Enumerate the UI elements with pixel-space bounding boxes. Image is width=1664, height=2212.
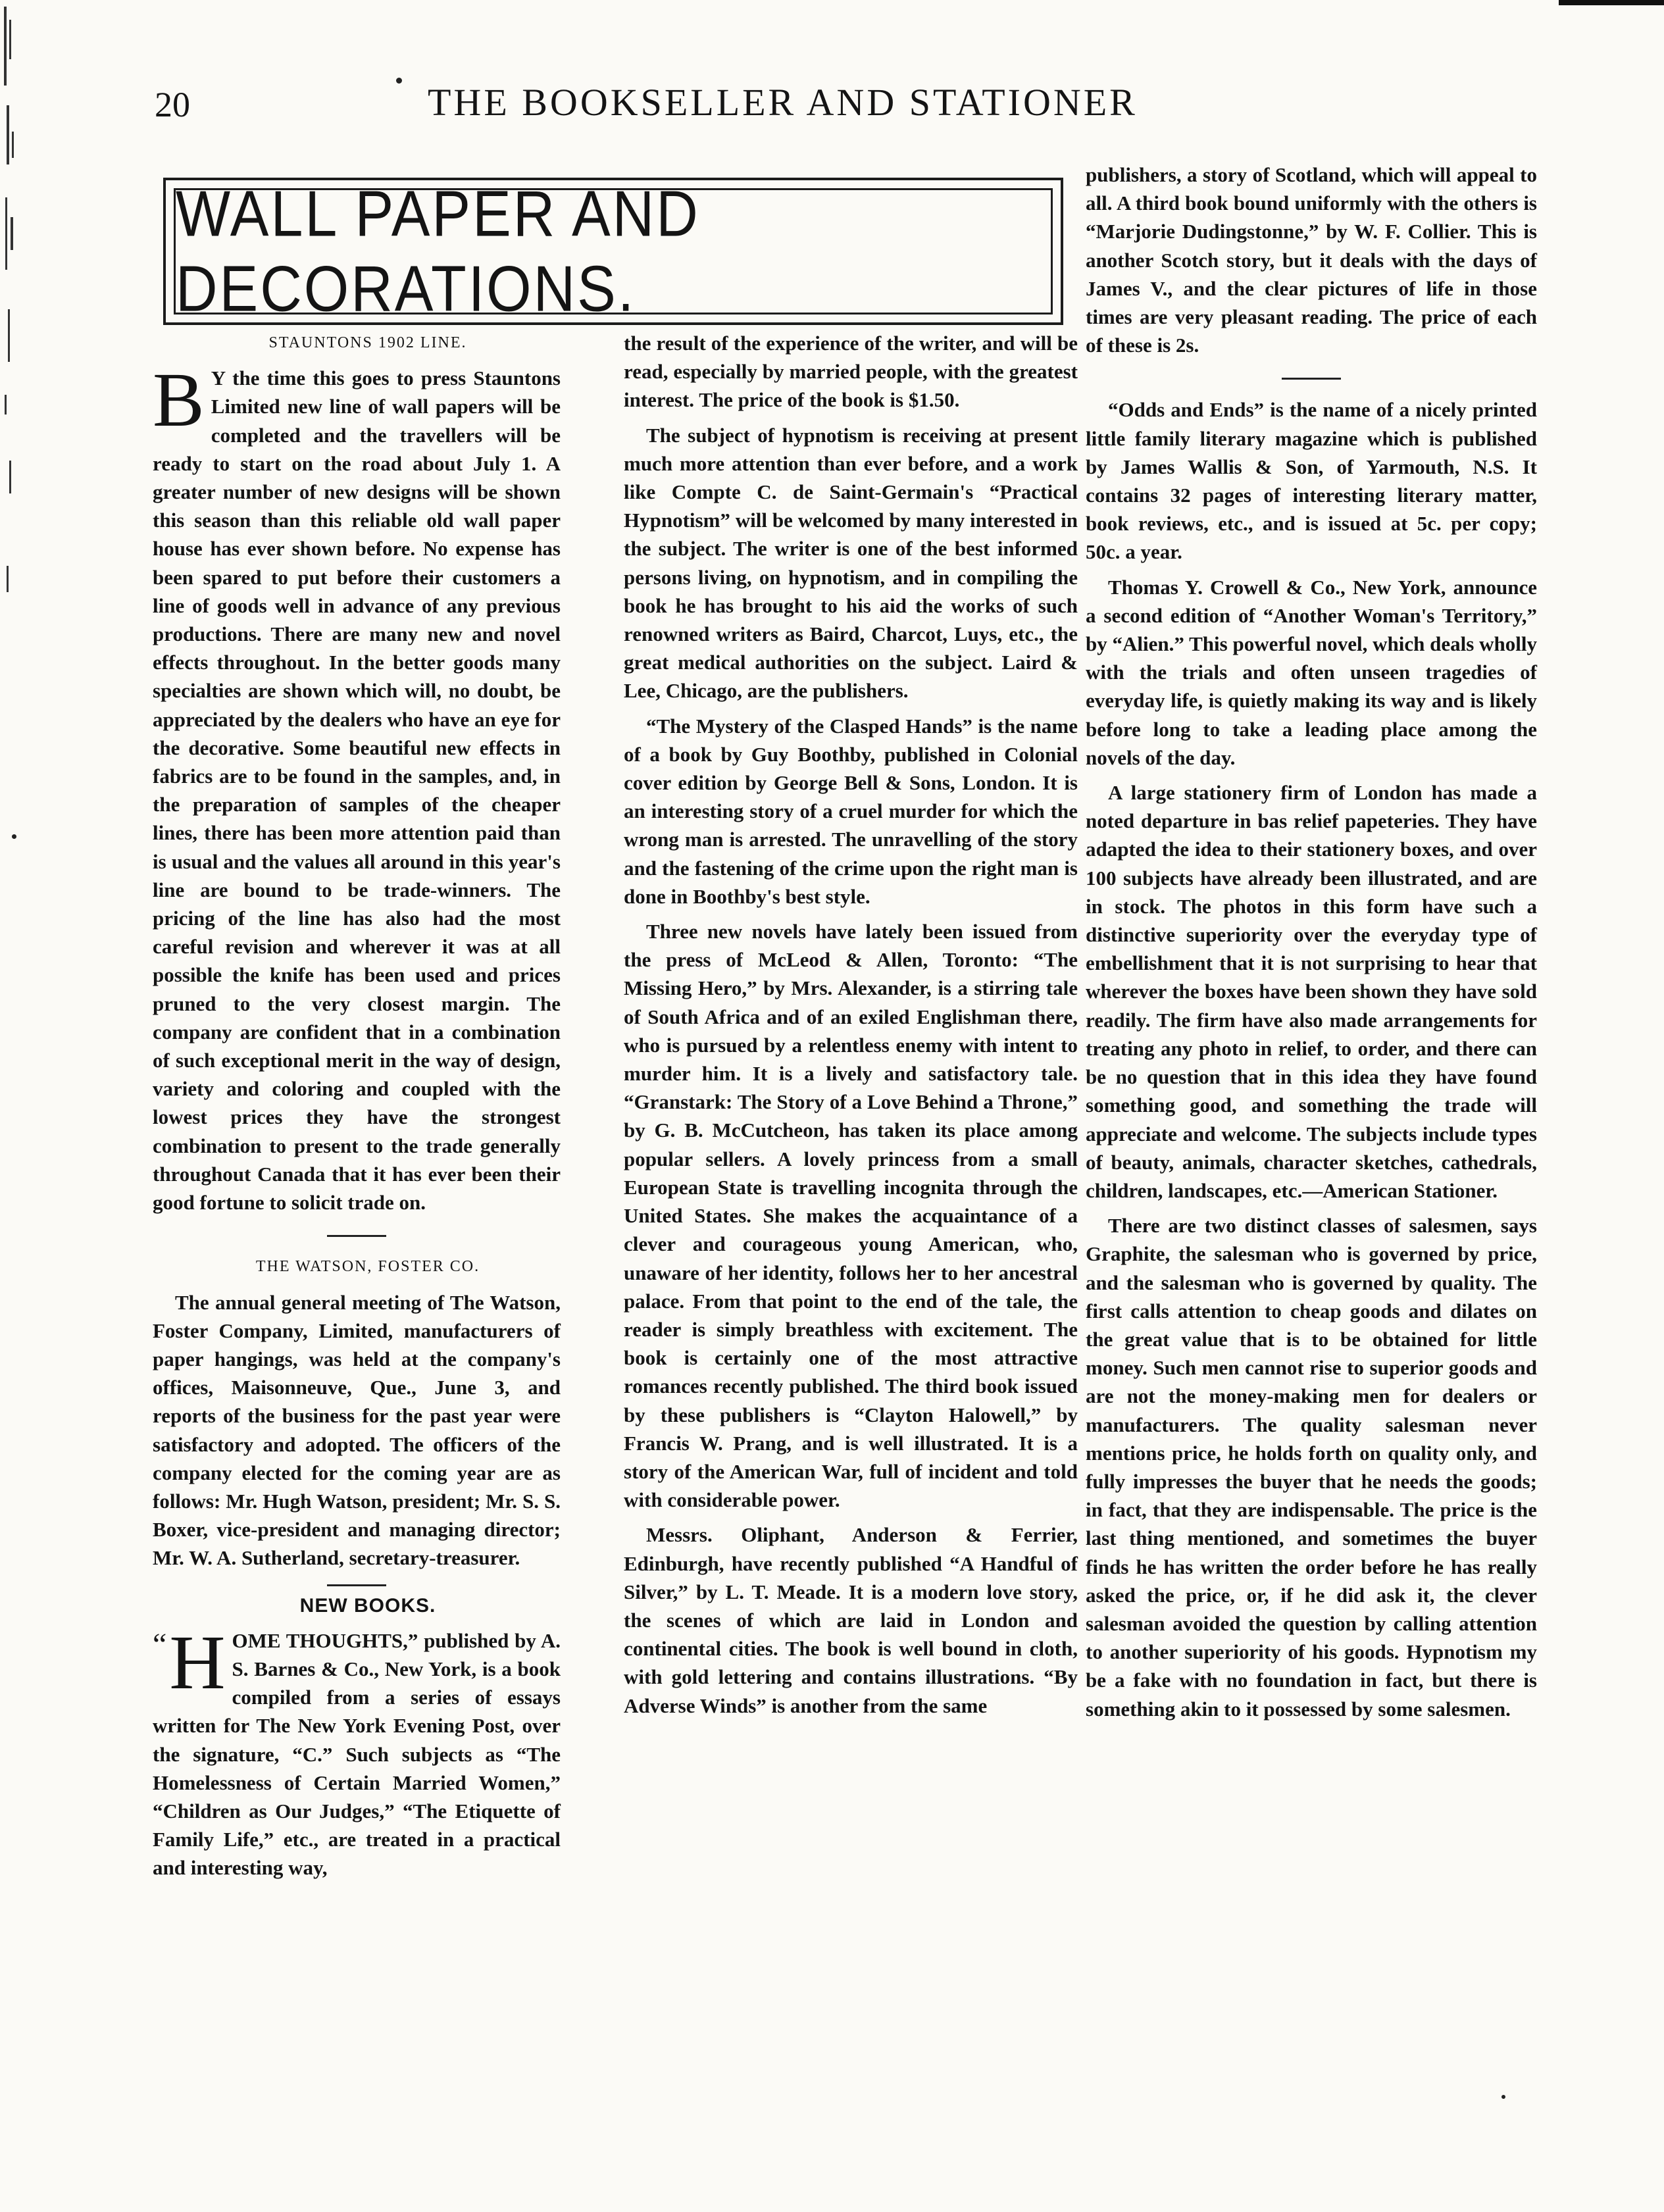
paragraph: the result of the experience of the writer, and will be read, especially by married people, with the greatest interest. The price of the book is $1.50. [624,332,1078,412]
paragraph: Three new novels have lately been issued from the press of McLeod & Allen, Toronto: “The Missing Hero,” by Mrs. Alexander, is a stirring tale of South Africa and of an exiled Englishman there, who is pursued by a relentless enemy with intent to murder him. It is a lively and satisfactory tale. “Granstark: The Story of a Love Behind a Throne,” by G. B. McCutcheon, has taken its place among popular sellers. A lovely princess from a small European State is travelling incognita through the United States. She makes the acquaintance of a clever and courageous young American, who, unaware of her identity, follows her to her ancestral palace. From that point to the end of the tale, the reader is simply breathless with excitement. The book is certainly one of the most attractive romances recently published. The third book issued by these publishers is “Clayton Halowell,” by Francis W. Prang, and is well illustrated. It is a story of the American War, full of incident and told with considerable power. [624,920,1078,1512]
article-stauntons-text: Y the time this goes to press Stauntons Limited new line of wall papers will be completed and the travellers will be ready to start on the road about July 1. A greater number of new designs will be shown this season than this reliable old wall paper house has ever shown before. No expense has been spared to put before their customers a line of goods well in advance of any previous productions. There are many new and novel effects throughout. In the better goods many specialties are shown which will, no doubt, be appreciated by the dealers who have an eye for the decorative. Some beautiful new effects in fabrics are to be found in the samples, and, in the preparation of samples of the cheaper lines, there has been more attention paid than is usual and the values all around in this year's line are bound to be trade-winners. The pricing of the line has also had the most careful revision and wherever it was at all possible the knife has been used and prices pruned to the very closest margin. The company are confident that in a combination of such exceptional merit in the way of design, variety and coloring and coupled with the lowest prices they have the strongest combination to present to the trade generally throughout Canada that it has ever been their good fortune to solicit trade on. [153,366,561,1215]
paragraph: publishers, a story of Scotland, which will appeal to all. A third book bound uniformly with the others is “Marjorie Dudingstonne,” by W. F. Collier. This is another Scotch story, but it deals with the days of James V., and the clear pictures of life in those times are very pleasant reading. The price of each of these is 2s. [1086,163,1537,357]
scan-edge-marks [3,0,21,658]
section-divider [327,1235,386,1237]
article-home-thoughts-text: OME THOUGHTS,” published by A. S. Barnes & Co., New York, is a book compiled from a series of essays written for The New York Evening Post, over the signature, “C.” Such subjects as “The Homelessness of Certain Married Women,” “Children as Our Judges,” “The Etiquette of Family Life,” etc., are treated in a practical and interesting way, [153,1628,561,1880]
paragraph: There are two distinct classes of salesmen, says Graphite, the salesman who is governed by price, and the salesman who is governed by quality. The first calls attention to cheap goods and dilates on the great value that is to be obtained for little money. Such men cannot rise to superior goods and are not the money-making men for dealers or manufacturers. The quality salesman never mentions price, he holds forth on quality only, and fully impresses the buyer that he needs the goods; in fact, that they are indispensable. The price is the last thing mentioned, and sometimes the buyer finds he has written the order before he has really asked the price, or, if he did ask it, the clever salesman avoided the question by calling attention to another superiority of his goods. Hypnotism my be a fake with no foundation in fact, but there is something akin to it possessed by some salesmen. [1086,1214,1537,1721]
paragraph: Messrs. Oliphant, Anderson & Ferrier, Edinburgh, have recently published “A Handful of Silver,” by L. T. Meade. It is a modern love story, the scenes of which are laid in London and continental cities. The book is well bound in cloth, with gold lettering and contains illustrations. “By Adverse Winds” is another from the same [624,1523,1078,1717]
section-title-banner [163,178,1063,325]
section-title-inner-frame [174,176,1053,325]
paragraph: “The Mystery of the Clasped Hands” is the name of a book by Guy Boothby, published in Colonial cover edition by George Bell & Sons, London. It is an interesting story of a cruel murder for which the wrong man is arrested. The unravelling of the story and the fastening of the crime upon the right man is done in Boothby's best style. [624,714,1078,908]
subhead-stauntons: STAUNTONS 1902 LINE. [268,334,467,351]
scan-edge-rule [1559,0,1664,5]
paragraph: The subject of hypnotism is receiving at present much more attention than ever before, and a work like Compte C. de Saint-Germain's “Practical Hypnotism” will be welcomed by many interested in the subject. The writer is one of the best informed persons living, on hypnotism, and in compiling the book he has brought to his aid the works of such renowned writers as Baird, Charcot, Luys, etc., the great medical authorities on the subject. Laird & Lee, Chicago, are the publishers. [624,423,1078,703]
subhead-watson-foster: THE WATSON, FOSTER CO. [255,1258,480,1276]
ink-speck [1501,2095,1505,2099]
ink-speck [12,834,16,839]
drop-cap: H [169,1619,226,1705]
article-stauntons [153,357,561,1217]
column-2 [624,329,1078,1726]
paragraph: Thomas Y. Crowell & Co., New York, announce a second edition of “Another Woman's Territory,” by “Alien.” This powerful novel, which deals wholly with the trials and often unseen tragedies of everyday life, is quietly making its way and is likely before long to take a leading place among the novels of the day. [1086,575,1537,769]
running-head: THE BOOKSELLER AND STATIONER [428,81,1138,124]
page-number: 20 [155,85,190,124]
paragraph: “Odds and Ends” is the name of a nicely printed little family literary magazine which is published by James Wallis & Son, of Yarmouth, N.S. It contains 32 pages of interesting literary matter, book reviews, etc., and is issued at 5c. per copy; 50c. a year. [1086,398,1537,564]
section-divider [1282,378,1341,380]
drop-cap: B [153,357,205,443]
subhead-new-books: NEW BOOKS. [299,1594,436,1617]
article-watson-foster: The annual general meeting of The Watson, Foster Company, Limited, manufacturers of paper hangings, was held at the company's offices, Maisonneuve, Que., June 3, and reports of the business for the past year were satisfactory and adopted. The officers of the company elected for the coming year are as follows: Mr. Hugh Watson, president; Mr. S. S. Boxer, vice-president and managing director; Mr. W. A. Sutherland, secretary-treasurer. [153,1290,561,1570]
paragraph: A large stationery firm of London has made a noted departure in bas relief papeteries. They have adapted the idea to their stationery boxes, and over 100 subjects have already been illustrated, and are in stock. The photos in this form have such a distinctive superiority over the everyday type of embellishment that it is not surprising to hear that wherever the boxes have been shown they have sold readily. The firm have also made arrangements for treating any photo in relief, to order, and there can be no question that in this idea they have found something good, and something the trade will appreciate and welcome. The subjects include types of beauty, animals, character sketches, cathedrals, children, landscapes, etc.—American Stationer. [1086,781,1537,1202]
column-3 [1086,161,1537,1730]
ink-speck [396,78,402,84]
section-title: WALL PAPER AND DECORATIONS. [176,176,700,325]
column-1 [153,329,561,1889]
article-home-thoughts [153,1619,561,1882]
section-divider [327,1584,386,1586]
opening-quote: “ [153,1626,167,1662]
